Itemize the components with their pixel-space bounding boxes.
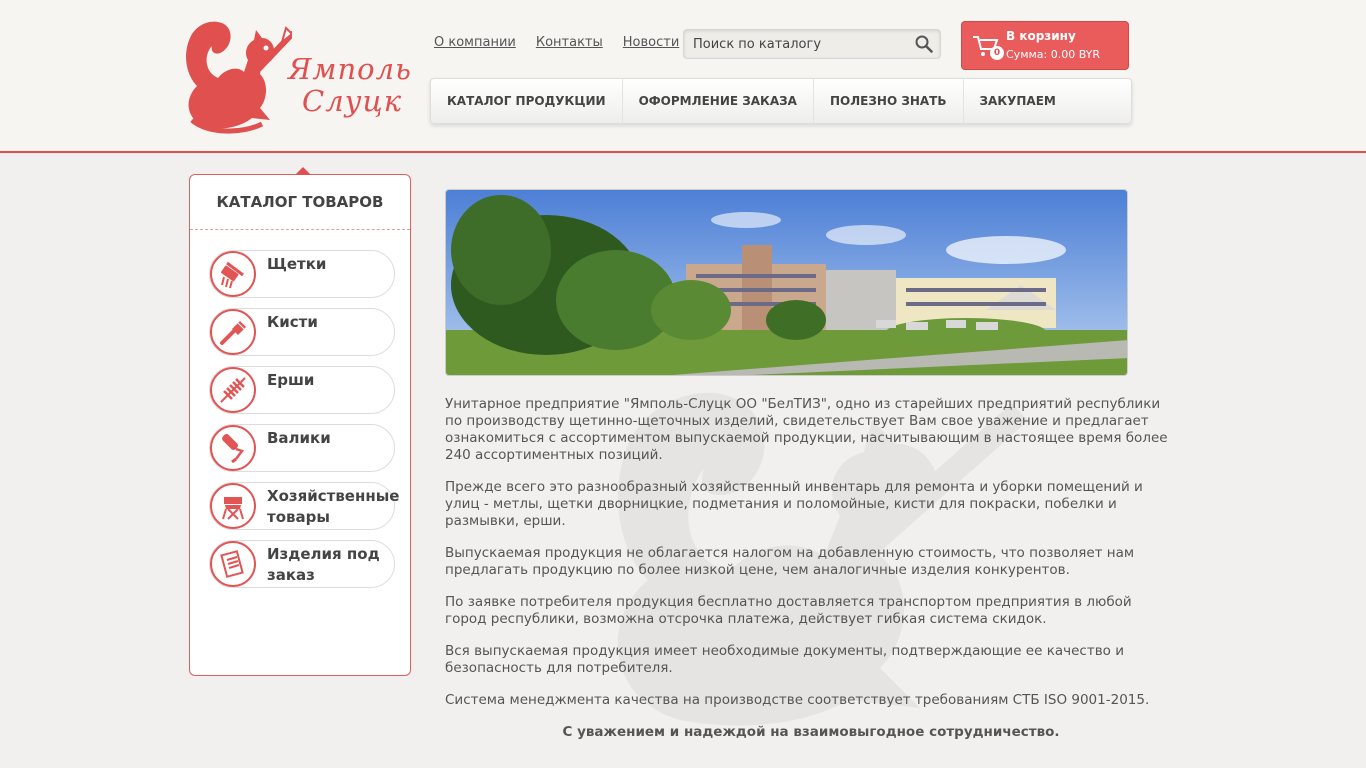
squirrel-logo-icon (182, 16, 292, 134)
sidebar-item-label: Хозяйственные товары (267, 487, 400, 526)
sidebar-item-label: Изделия под заказ (267, 545, 380, 584)
sidebar-item-label: Валики (267, 429, 331, 447)
menu-item-order[interactable]: ОФОРМЛЕНИЕ ЗАКАЗА (623, 79, 814, 123)
sidebar-item-household[interactable] (209, 482, 400, 530)
link-contacts[interactable]: Контакты (535, 35, 603, 50)
paintbrush-icon (210, 309, 256, 355)
sidebar-title: КАТАЛОГ ТОВАРОВ (190, 175, 410, 230)
sidebar-notch (295, 167, 311, 175)
sidebar-item-label: Кисти (267, 313, 318, 331)
search-box (683, 29, 941, 59)
content-paragraph: Система менеджмента качества на производстве соответствует требованиям СТБ ISO 9001-2015. (445, 692, 1150, 708)
sidebar-item-label: Щетки (267, 255, 327, 273)
sidebar-item-brushes[interactable] (209, 250, 395, 298)
content-paragraph: Выпускаемая продукция не облагается налогом на добавленную стоимость, что позволяет нам предлагать продукцию по более низкой цене, чем аналогичные изделия конкурентов. (445, 545, 1135, 578)
main-content (445, 396, 1177, 756)
cart-title: В корзину (1006, 29, 1076, 43)
sidebar-item-custom-orders[interactable] (209, 540, 395, 588)
logo-text-line2: Слуцк (302, 84, 403, 118)
site-header (0, 0, 1366, 153)
sidebar-item-label: Ерши (267, 371, 315, 389)
order-document-icon (210, 541, 256, 587)
search-icon[interactable] (915, 35, 933, 53)
top-links (434, 35, 679, 50)
cart-sum: Сумма: 0.00 BYR (1006, 48, 1101, 61)
sidebar-item-bottle-brushes[interactable] (209, 366, 395, 414)
cart-button[interactable] (961, 21, 1129, 70)
search-input[interactable] (684, 30, 909, 58)
logo-text-line1: Ямполь (288, 52, 412, 86)
link-news[interactable]: Новости (622, 35, 680, 50)
menu-item-purchase[interactable]: ЗАКУПАЕМ (979, 94, 1056, 108)
content-paragraph: Унитарное предприятие "Ямполь-Слуцк ОО "БелТИЗ", одно из старейших предприятий республики по производству щетинно-щеточных изделий, свидетельствует Вам свое уважение и предлагает ознакомиться с ассортиментом выпускаемой продукции, насчитывающим в настоящее время более 240 ассортиментных позиций. (445, 396, 1168, 463)
link-about[interactable]: О компании (434, 35, 516, 50)
factory-banner-image (445, 189, 1128, 376)
catalog-sidebar (189, 174, 411, 676)
sidebar-item-rollers[interactable] (209, 424, 395, 472)
brush-icon (210, 251, 256, 297)
main-menu (430, 78, 1132, 124)
content-paragraph: По заявке потребителя продукция бесплатно доставляется транспортом предприятия в любой город республики, возможна отсрочка платежа, действует гибкая система скидок. (445, 594, 1132, 627)
content-signature: С уважением и надеждой на взаимовыгодное сотрудничество. (562, 724, 1060, 740)
menu-item-useful[interactable]: ПОЛЕЗНО ЗНАТЬ (814, 79, 964, 123)
content-paragraph: Прежде всего это разнообразный хозяйственный инвентарь для ремонта и уборки помещений и улиц - метлы, щетки дворницкие, подметания и поломойные, кисти для покраски, побелки и размывки, ерши. (445, 479, 1143, 529)
content-paragraph: Вся выпускаемая продукция имеет необходимые документы, подтверждающие ее качество и безопасность для потребителя. (445, 643, 1124, 676)
bottle-brush-icon (210, 367, 256, 413)
cart-count-badge: 0 (990, 46, 1004, 60)
menu-item-catalog[interactable]: КАТАЛОГ ПРОДУКЦИИ (431, 79, 623, 123)
factory-photo (446, 190, 1128, 376)
paint-roller-icon (210, 425, 256, 471)
sidebar-item-paintbrushes[interactable] (209, 308, 395, 356)
household-icon (210, 483, 256, 529)
logo[interactable] (182, 16, 412, 134)
